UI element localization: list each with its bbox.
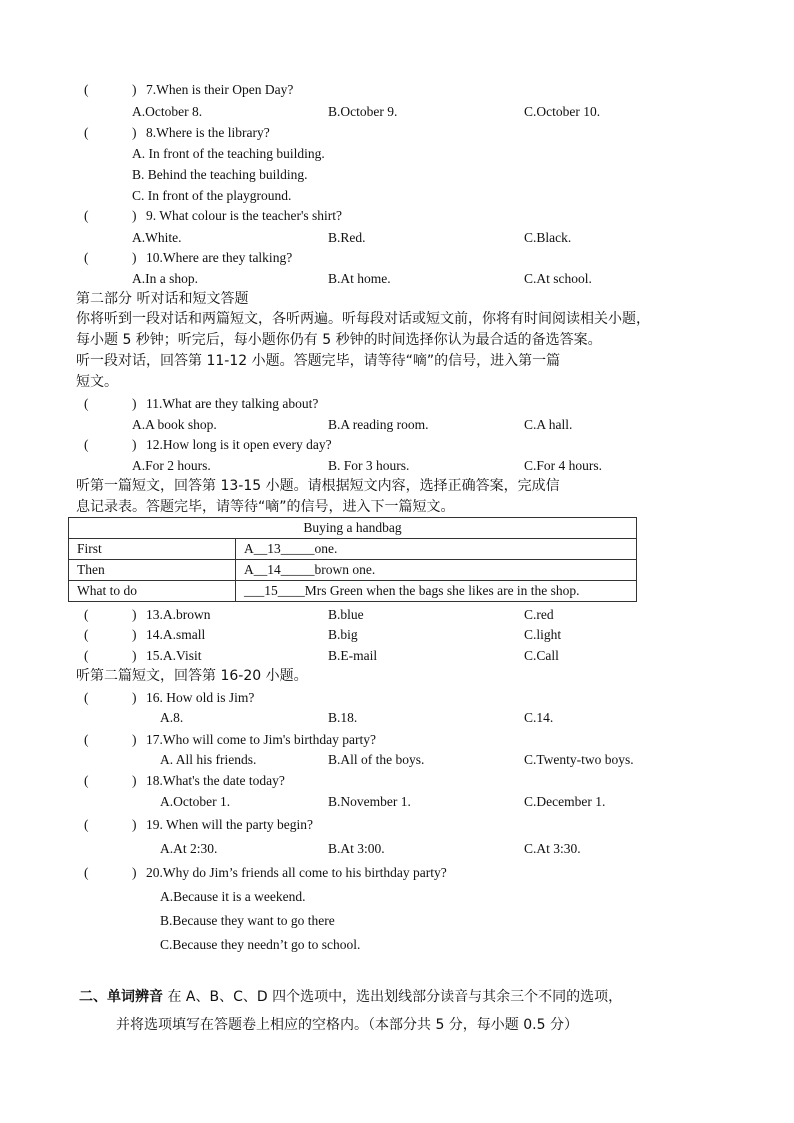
- q20-option-b: B.Because they want to go there: [160, 913, 335, 928]
- answer-paren-open: (: [84, 773, 89, 788]
- answer-paren-close: ): [132, 396, 137, 411]
- answer-paren-close: ): [132, 607, 137, 622]
- q7-option-a: A.October 8.: [132, 104, 203, 119]
- answer-paren-open: (: [84, 690, 89, 705]
- answer-paren-open: (: [84, 125, 89, 140]
- row-text: Mrs Green when the bags she likes are in the shop.: [304, 583, 580, 598]
- q10-option-a: A.In a shop.: [132, 271, 198, 286]
- row-content-first: [236, 539, 637, 560]
- q7-option-b: B.October 9.: [328, 104, 398, 119]
- q18-option-c: C.December 1.: [524, 794, 606, 809]
- q12-option-c: C.For 4 hours.: [524, 458, 603, 473]
- answer-paren-close: ): [132, 627, 137, 642]
- question-18: 18.What's the date today?: [146, 773, 285, 788]
- passage1-instruction-line1: 听第一篇短文，回答第 13-15 小题。请根据短文内容，选择正确答案，完成信: [76, 478, 560, 494]
- answer-paren-open: (: [84, 732, 89, 747]
- section2-instruction-line2: 并将选项填写在答题卷上相应的空格内。（本部分共 5 分，每小题 0.5 分）: [116, 1017, 578, 1033]
- row-content-what-to-do: [236, 581, 637, 602]
- question-9: 9. What colour is the teacher's shirt?: [146, 208, 342, 223]
- answer-paren-close: ): [132, 250, 137, 265]
- answer-paren-open: (: [84, 396, 89, 411]
- answer-paren-close: ): [132, 125, 137, 140]
- row-label-what-to-do: What to do: [69, 581, 236, 602]
- info-record-table: [68, 517, 637, 602]
- question-11: 11.What are they talking about?: [146, 396, 319, 411]
- q19-option-b: B.At 3:00.: [328, 841, 385, 856]
- q14-option-b: B.big: [328, 627, 358, 642]
- answer-paren-close: ): [132, 648, 137, 663]
- answer-paren-close: ): [132, 437, 137, 452]
- q10-option-c: C.At school.: [524, 271, 592, 286]
- q11-option-c: C.A hall.: [524, 417, 573, 432]
- answer-paren-close: ): [132, 773, 137, 788]
- question-17: 17.Who will come to Jim's birthday party?: [146, 732, 377, 747]
- answer-paren-close: ): [132, 817, 137, 832]
- answer-paren-open: (: [84, 648, 89, 663]
- answer-paren-close: ): [132, 732, 137, 747]
- question-10: 10.Where are they talking?: [146, 250, 293, 265]
- q11-option-b: B.A reading room.: [328, 417, 429, 432]
- blank-15: ___15____: [244, 583, 305, 598]
- answer-paren-close: ): [132, 690, 137, 705]
- q9-option-a: A.White.: [132, 230, 182, 245]
- q19-option-a: A.At 2:30.: [160, 841, 218, 856]
- answer-paren-open: (: [84, 865, 89, 880]
- q18-option-a: A.October 1.: [160, 794, 231, 809]
- table-row: [69, 581, 637, 602]
- part2-title: 第二部分 听对话和短文答题: [76, 291, 249, 307]
- dialog-instruction-line2: 短文。: [76, 374, 118, 390]
- section2-title: 二、单词辨音: [79, 989, 163, 1005]
- q15-option-b: B.E-mail: [328, 648, 378, 663]
- q9-option-b: B.Red.: [328, 230, 366, 245]
- q13-option-b: B.blue: [328, 607, 364, 622]
- q9-option-c: C.Black.: [524, 230, 572, 245]
- q8-option-b: B. Behind the teaching building.: [132, 167, 308, 182]
- row-text: brown one.: [314, 562, 376, 577]
- q10-option-b: B.At home.: [328, 271, 391, 286]
- q17-option-b: B.All of the boys.: [328, 752, 425, 767]
- answer-paren-open: (: [84, 82, 89, 97]
- q13-option-c: C.red: [524, 607, 554, 622]
- q8-option-c: C. In front of the playground.: [132, 188, 292, 203]
- q16-option-a: A.8.: [160, 710, 184, 725]
- q12-option-a: A.For 2 hours.: [132, 458, 211, 473]
- blank-13: __13_____: [253, 541, 315, 556]
- table-title: Buying a handbag: [69, 518, 637, 539]
- q20-option-a: A.Because it is a weekend.: [160, 889, 306, 904]
- passage1-instruction-line2: 息记录表。答题完毕，请等待“嘀”的信号，进入下一篇短文。: [76, 499, 455, 515]
- answer-paren-open: (: [84, 817, 89, 832]
- q8-option-a: A. In front of the teaching building.: [132, 146, 325, 161]
- q7-option-c: C.October 10.: [524, 104, 601, 119]
- q17-option-c: C.Twenty-two boys.: [524, 752, 634, 767]
- question-13: 13.A.brown: [146, 607, 211, 622]
- answer-paren-close: ): [132, 82, 137, 97]
- row-label-then: Then: [69, 560, 236, 581]
- question-14: 14.A.small: [146, 627, 206, 642]
- q20-option-c: C.Because they needn’t go to school.: [160, 937, 361, 952]
- q16-option-b: B.18.: [328, 710, 358, 725]
- q15-option-c: C.Call: [524, 648, 559, 663]
- answer-paren-open: (: [84, 250, 89, 265]
- q14-option-c: C.light: [524, 627, 562, 642]
- answer-paren-close: ): [132, 208, 137, 223]
- dialog-instruction-line1: 听一段对话，回答第 11-12 小题。答题完毕，请等待“嘀”的信号，进入第一篇: [76, 353, 561, 369]
- article: A: [244, 562, 254, 577]
- section2-instruction-line1: 在 A、B、C、D 四个选项中，选出划线部分读音与其余三个不同的选项，: [163, 989, 623, 1005]
- blank-14: __14_____: [253, 562, 315, 577]
- q11-option-a: A.A book shop.: [132, 417, 217, 432]
- table-row: [69, 560, 637, 581]
- answer-paren-close: ): [132, 865, 137, 880]
- row-content-then: [236, 560, 637, 581]
- article: A: [244, 541, 254, 556]
- q17-option-a: A. All his friends.: [160, 752, 257, 767]
- q19-option-c: C.At 3:30.: [524, 841, 581, 856]
- row-label-first: First: [69, 539, 236, 560]
- row-text: one.: [314, 541, 338, 556]
- part2-instruction-line1: 你将听到一段对话和两篇短文，各听两遍。听每段对话或短文前，你将有时间阅读相关小题，: [76, 311, 650, 327]
- table-row: [69, 539, 637, 560]
- q12-option-b: B. For 3 hours.: [328, 458, 410, 473]
- q16-option-c: C.14.: [524, 710, 554, 725]
- answer-paren-open: (: [84, 607, 89, 622]
- part2-instruction-line2: 每小题 5 秒钟；听完后，每小题你仍有 5 秒钟的时间选择你认为最合适的备选答案。: [76, 332, 602, 348]
- answer-paren-open: (: [84, 627, 89, 642]
- question-19: 19. When will the party begin?: [146, 817, 313, 832]
- question-15: 15.A.Visit: [146, 648, 202, 663]
- question-8: 8.Where is the library?: [146, 125, 270, 140]
- question-20: 20.Why do Jim’s friends all come to his birthday party?: [146, 865, 447, 880]
- question-16: 16. How old is Jim?: [146, 690, 255, 705]
- question-7: 7.When is their Open Day?: [146, 82, 294, 97]
- question-12: 12.How long is it open every day?: [146, 437, 332, 452]
- q18-option-b: B.November 1.: [328, 794, 411, 809]
- section2-heading: [79, 990, 622, 1004]
- answer-paren-open: (: [84, 208, 89, 223]
- passage2-instruction: 听第二篇短文，回答第 16-20 小题。: [76, 668, 308, 684]
- answer-paren-open: (: [84, 437, 89, 452]
